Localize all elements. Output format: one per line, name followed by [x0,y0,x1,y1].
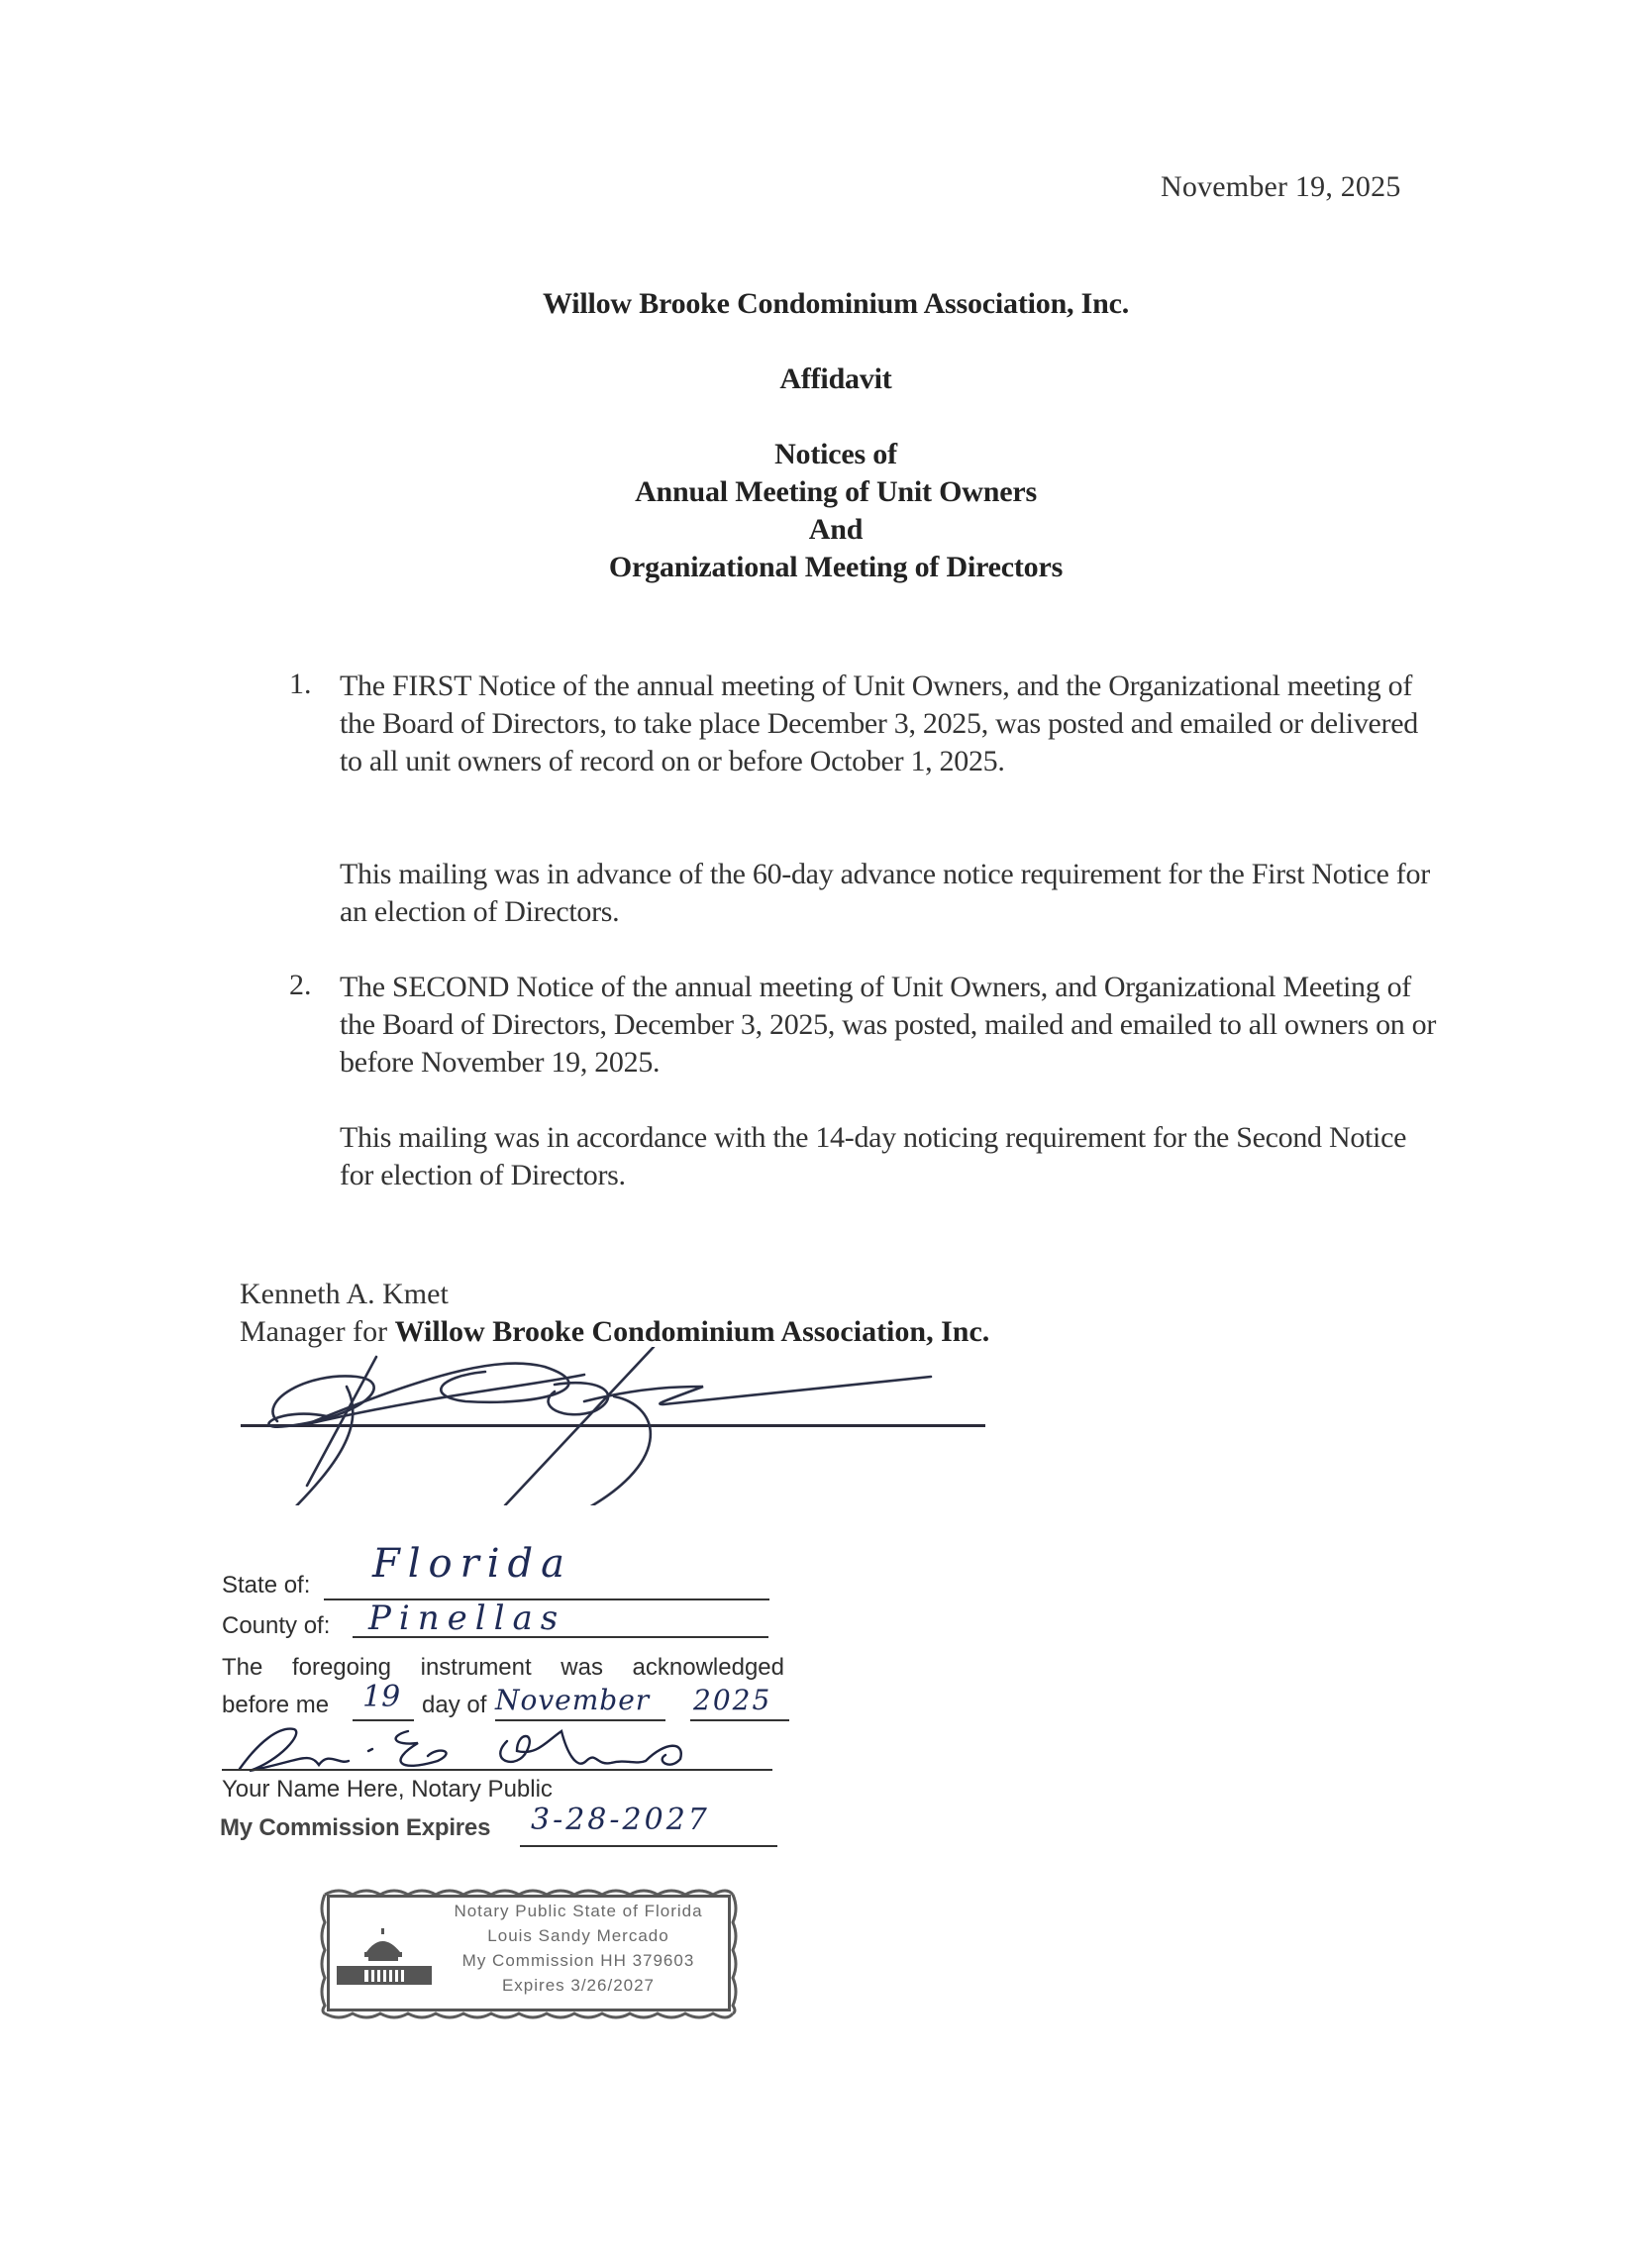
month-value: November [495,1684,651,1716]
signatory-title-prefix: Manager for [240,1315,388,1348]
item-text: The FIRST Notice of the annual meeting of Unit Owners, and the Organizational meeting of the Board of Directors, to take place December 3, 2025, was posted and emailed or delivered to all unit owners of record on or before October 1, 2025. [340,670,1418,777]
commission-expires-label: My Commission Expires [220,1814,491,1841]
ack-word: was [561,1654,603,1681]
notary-signature-line [222,1769,772,1771]
commission-expires-value: 3-28-2027 [531,1803,710,1837]
state-value: Florida [372,1541,572,1587]
ack-word: acknowledged [632,1654,784,1681]
manager-signature [248,1347,961,1505]
item-note: This mailing was in advance of the 60-day advance notice requirement for the First Notice for an election of Directors. [340,858,1430,928]
expires-line [520,1845,777,1847]
organization-heading: Willow Brooke Condominium Association, Inc. [542,287,1130,320]
acknowledgment-text [222,1654,784,1682]
document-date: November 19, 2025 [1161,170,1401,203]
signatory-title-org: Willow Brooke Condominium Association, Inc. [394,1315,990,1348]
signatory-title [240,1315,989,1349]
stamp-line: Expires 3/26/2027 [501,1976,656,1995]
title-line: Annual Meeting of Unit Owners [635,475,1037,508]
county-label: County of: [222,1612,331,1639]
ack-word: foregoing [291,1654,392,1681]
title-line: Notices of [774,438,897,470]
item-text: The SECOND Notice of the annual meeting of Unit Owners, and Organizational Meeting of the Board of Directors, December 3, 2025, was posted, mailed and emailed to all owners on or before November 19, 2025. [340,971,1437,1079]
item-note: This mailing was in accordance with the 14-day noticing requirement for the Second Notice for election of Directors. [340,1121,1407,1191]
document-type-heading: Affidavit [779,362,892,395]
stamp-line: Notary Public State of Florida [454,1902,703,1920]
capitol-building-icon [335,1926,434,1988]
stamp-line: My Commission HH 379603 [461,1951,695,1970]
notary-name-label: Your Name Here, Notary Public [222,1776,553,1803]
state-label: State of: [222,1572,311,1598]
stamp-line: Louis Sandy Mercado [487,1926,669,1945]
title-line: Organizational Meeting of Directors [608,551,1064,583]
stamp-text [430,1899,727,1998]
day-value: 19 [362,1680,401,1714]
notary-stamp [319,1885,739,2023]
year-value: 2025 [693,1684,772,1716]
signatory-name: Kenneth A. Kmet [240,1278,449,1310]
day-of-label: day of [422,1692,487,1718]
item-number: 1. [289,668,312,700]
before-me-label: before me [222,1692,330,1718]
ack-word: The [222,1654,263,1681]
title-line: And [808,513,864,546]
county-value: Pinellas [368,1598,566,1638]
item-number: 2. [289,969,312,1001]
ack-word: instrument [420,1654,532,1681]
